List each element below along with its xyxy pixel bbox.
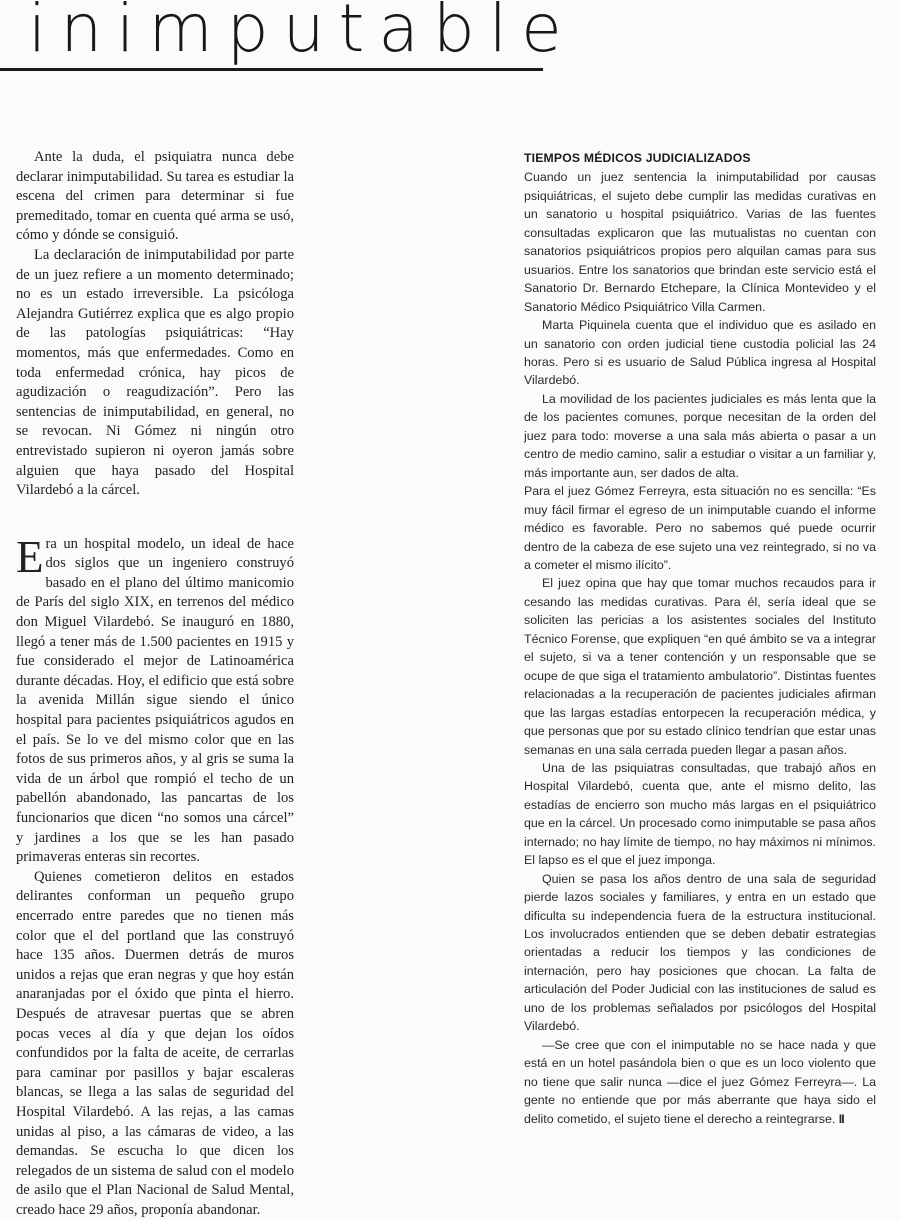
closing-paragraph-text: —Se cree que con el inimputable no se hace nada y que está en un hotel pasándola bien o que es un loco violento que no tiene que salir nunca —dice el juez Gómez Ferreyra—. La gente no entiende que por más aberrante que haya sido el delito cometido, el sujeto tiene el derecho a reintegrarse.	[524, 1037, 876, 1126]
body-paragraph: Una de las psiquiatras consultadas, que trabajó años en Hospital Vilardebó, cuenta que, ante el mismo delito, las estadías de encierro son mucho más largas en el psiquiátrico que en la cárcel. Un procesado como inimputable se pasa años internado; no hay límite de tiempo, no hay máximos ni mínimos. El lapso es el que el juez imponga.	[524, 760, 876, 868]
section-heading: TIEMPOS MÉDICOS JUDICIALIZADOS	[524, 151, 751, 165]
masthead-rule	[0, 68, 543, 71]
end-mark: II	[838, 1111, 844, 1126]
body-paragraph: Para el juez Gómez Ferreyra, esta situación no es sencilla: “Es muy fácil firmar el egreso de un inimputable cuando el informe médico es favorable. Pero no sabemos qué puede ocurrir dentro de la cabeza de ese sujeto una vez reintegrado, si no va a cometer el mismo ilícito”.	[524, 484, 876, 572]
body-paragraph: La movilidad de los pacientes judiciales es más lenta que la de los pacientes comunes, porque necesitan de la orden del juez para todo: moverse a una sala más abierta o pasar a un centro de medio camino, salir a estudiar o visitar a un familiar y, más importante aun, ser dados de alta.	[524, 391, 876, 480]
body-paragraph: Marta Piquinela cuenta que el individuo que es asilado en un sanatorio con orden judicial tiene custodia policial las 24 horas. Pero si es usuario de Salud Pública ingresa al Hospital Vilardebó.	[524, 318, 876, 388]
section-hospital	[16, 531, 294, 1220]
body-paragraph	[524, 1036, 876, 1128]
drop-cap: E	[16, 531, 44, 582]
masthead-title: inimputable	[28, 0, 576, 67]
dropcap-paragraph-text: ra un hospital modelo, un ideal de hace dos siglos que un ingeniero construyó basado en el plano del último manicomio de París del siglo XIX, en terrenos del médico don Miguel Vilardebó. Se inauguró en 1880, llegó a tener más de 1.500 pacientes en 1915 y fue considerado el mejor de Latinoamérica durante décadas. Hoy, el edificio que está sobre la avenida Millán sigue siendo el único hospital para pacientes psiquiátricos agudos en el país. Se lo ve del mismo color que en las fotos de sus primeros años, y al gris se suma la vida de un árbol que rompió el techo de un pabellón abandonado, las pancartas de los funcionarios que dicen “no somos una cárcel” y jardines a los que se les han pasado primaveras enteras sin recortes.	[16, 535, 294, 866]
body-paragraph: La declaración de inimputabilidad por parte de un juez refiere a un momento determinado; no es un estado irreversible. La psicóloga Alejandra Gutiérrez explica que es algo propio de las patologías psiquiátricas: “Hay momentos, más que enfermedades. Como en toda enfermedad crónica, hay picos de agudización o reagudización”. Pero las sentencias de inimputabilidad, en general, no se revocan. Ni Gómez ni ningún otro entrevistado supieron ni oyeron jamás sobre alguien que haya pasado del Hospital Vilardebó a la cárcel.	[16, 246, 294, 499]
body-paragraph: Quienes cometieron delitos en estados delirantes conforman un pequeño grupo encerrado entre paredes que no tienen más color que el del portland que las construyó hace 135 años. Duermen detrás de muros unidos a rejas que eran negras y que hoy están anaranjadas por el óxido que pinta el hierro. Después de atravesar puertas que se abren pocas veces al día y que dejan los oídos confundidos por la falta de aceite, de cerrarlas para caminar por pasillos y bajar escaleras blancas, se llega a las salas de seguridad del Hospital Vilardebó. A las rejas, a las camas unidas al piso, a las cámaras de video, a las demandas. Se escucha lo que dicen los relegados de un sistema de salud con el modelo de asilo que el Plan Nacional de Salud Mental, creado hace 29 años, proponía abandonar.	[16, 868, 294, 1218]
body-paragraph: El juez opina que hay que tomar muchos recaudos para ir cesando las medidas curativas. Para él, sería ideal que se soliciten las pericias a los asistentes sociales del Instituto Técnico Forense, que expliquen “en qué ámbito se va a integrar el sujeto, si va a tener contención y un responsable que se ocupe de que siga el tratamiento ambulatorio”. Distintas fuentes relacionadas a la recuperación de pacientes judiciales afirman que las largas estadías entorpecen la recuperación médica, y que personas que por su estado clínico tendrían que estar unas semanas en una sala cerrada pueden llegar a pasan años.	[524, 576, 876, 757]
right-column	[524, 149, 876, 1128]
body-paragraph: Ante la duda, el psiquiatra nunca debe declarar inimputabilidad. Su tarea es estudiar la escena del crimen para determinar si fue premeditado, tomar en cuenta qué arma se usó, cómo y dónde se consiguió.	[16, 149, 294, 244]
left-column	[16, 148, 294, 1220]
body-paragraph: Quien se pasa los años dentro de una sala de seguridad pierde lazos sociales y familiares, y entra en un estado que dificulta su independencia fuera de la estructura institucional. Los involucrados entienden que se deben debatir estrategias orientadas a reducir los tiempos y las condiciones de internación, pero hay posiciones que chocan. La falta de articulación del Poder Judicial con las instituciones de salud es uno de los problemas señalados por psicólogos del Hospital Vilardebó.	[524, 871, 876, 1034]
body-paragraph: Cuando un juez sentencia la inimputabilidad por causas psiquiátricas, el sujeto debe cumplir las medidas curativas en un sanatorio u hospital psiquiátrico. Varias de las fuentes consultadas explicaron que las mutualistas no cuentan con sanatorios psiquiátricos propios pero alquilan camas para sus usuarios. Entre los sanatorios que brindan este servicio está el Sanatorio Dr. Bernardo Etchepare, la Clínica Montevideo y el Sanatorio Médico Psiquiátrico Villa Carmen.	[524, 170, 876, 314]
body-paragraph	[16, 531, 294, 868]
